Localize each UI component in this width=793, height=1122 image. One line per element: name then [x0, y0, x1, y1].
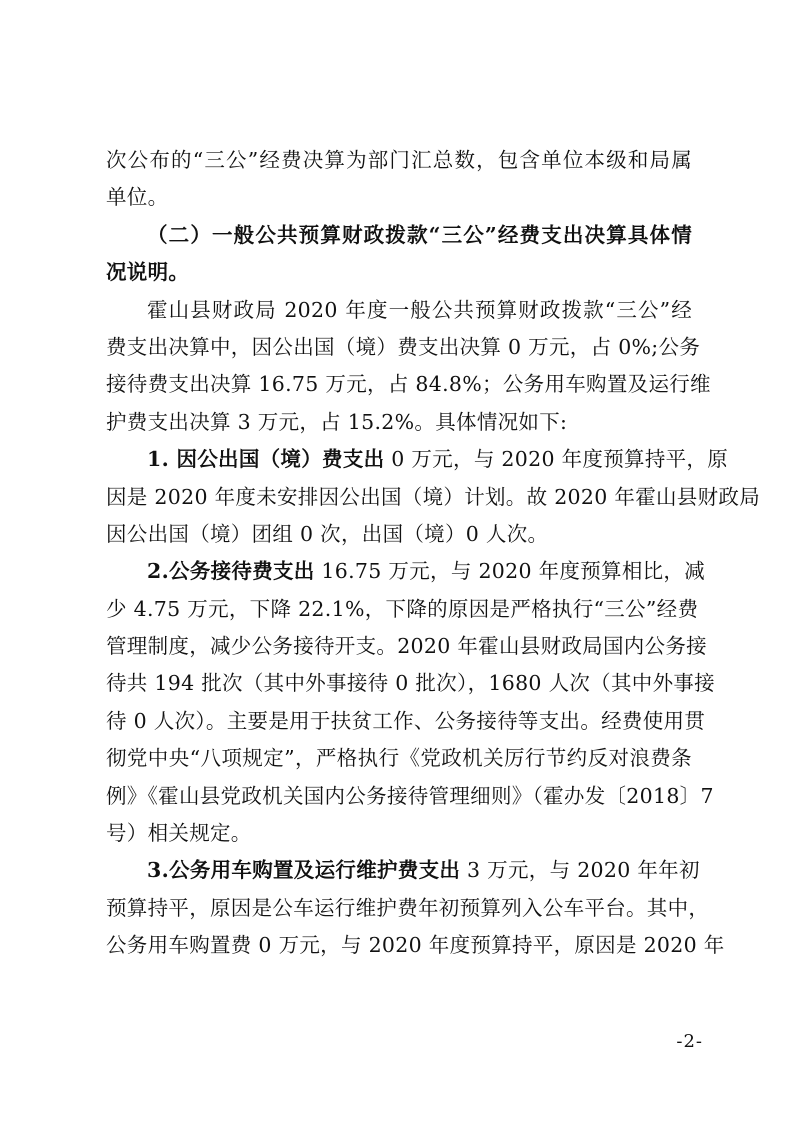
text-line: 霍山县财政局 2020 年度一般公共预算财政拨款“三公”经: [147, 297, 692, 322]
item-text: 3 万元，与 2020 年年初: [460, 858, 700, 883]
section-heading: [106, 217, 692, 292]
item-title: 1. 因公出国（境）费支出: [147, 447, 385, 472]
text-line: [106, 553, 706, 590]
heading-line: 况说明。: [106, 260, 190, 285]
text-line: 接待费支出决算 16.75 万元，占 84.8%；公务用车购置及运行维: [106, 372, 711, 397]
item-text: 0 万元，与 2020 年度预算持平，原: [384, 447, 729, 472]
text-line: 待共 194 批次（其中外事接待 0 批次），1680 人次（其中外事接: [106, 671, 715, 696]
paragraph-reception: [106, 553, 715, 852]
text-line: 公务用车购置费 0 万元，与 2020 年度预算持平，原因是 2020 年: [106, 933, 725, 958]
paragraph-summary: [106, 292, 711, 442]
heading-line: （二）一般公共预算财政拨款“三公”经费支出决算具体情: [147, 222, 692, 247]
page-number: -2-: [676, 1031, 703, 1052]
item-title: 3.公务用车购置及运行维护费支出: [147, 858, 461, 883]
text-line: 少 4.75 万元，下降 22.1%，下降的原因是严格执行“三公”经费: [106, 596, 699, 621]
text-line: 单位。: [106, 185, 169, 210]
text-line: 因是 2020 年度未安排因公出国（境）计划。故 2020 年霍山县财政局: [106, 484, 761, 509]
item-title: 2.公务接待费支出: [147, 559, 315, 584]
text-line: 预算持平，原因是公车运行维护费年初预算列入公车平台。其中，: [106, 895, 710, 920]
text-line: 例》《霍山县党政机关国内公务接待管理细则》（霍办发〔2018〕7: [106, 783, 714, 808]
text-line: 次公布的“三公”经费决算为部门汇总数，包含单位本级和局属: [106, 148, 692, 172]
text-line: [106, 852, 700, 889]
text-line: 号）相关规定。: [106, 821, 252, 846]
text-line: 待 0 人次）。主要是用于扶贫工作、公务接待等支出。经费使用贯: [106, 708, 706, 733]
text-line: 管理制度，减少公务接待开支。2020 年霍山县财政局国内公务接: [106, 634, 707, 659]
text-line: 彻党中央“八项规定”，严格执行《党政机关厉行节约反对浪费条: [106, 746, 692, 771]
paragraph-intro-continuation: [106, 142, 692, 217]
item-text: 16.75 万元，与 2020 年度预算相比，减: [314, 559, 706, 584]
text-line: 护费支出决算 3 万元，占 15.2%。具体情况如下:: [106, 409, 568, 434]
text-line: 因公出国（境）团组 0 次，出国（境）0 人次。: [106, 521, 549, 546]
text-line: 费支出决算中，因公出国（境）费支出决算 0 万元，占 0%;公务: [106, 334, 701, 359]
document-body: [106, 142, 761, 965]
paragraph-vehicles: [106, 852, 725, 964]
text-line: [106, 441, 729, 478]
paragraph-overseas-travel: [106, 441, 761, 553]
